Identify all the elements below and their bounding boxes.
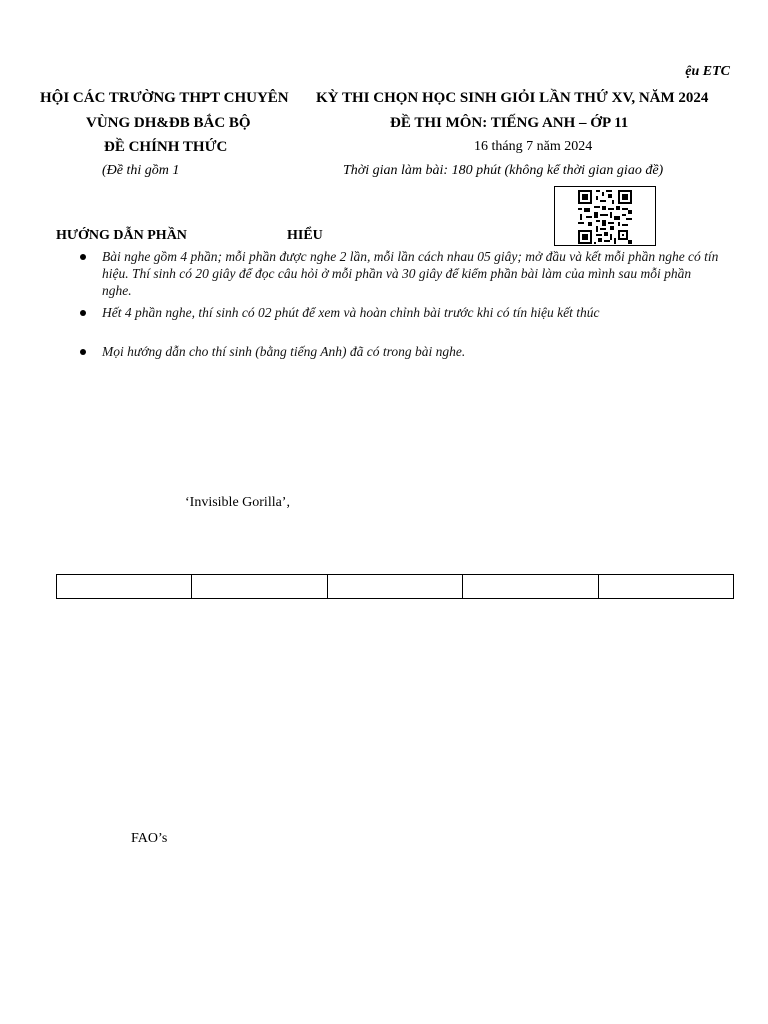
answer-cell[interactable] <box>598 575 733 599</box>
exam-duration: Thời gian làm bài: 180 phút (không kể thời gian giao đề) <box>343 163 664 178</box>
bullet-icon <box>80 254 86 260</box>
answer-cell[interactable] <box>463 575 598 599</box>
listening-section-heading-suffix: HIỂU <box>287 228 323 243</box>
exam-date: 16 tháng 7 năm 2024 <box>474 139 593 154</box>
instruction-text: Mọi hướng dẫn cho thí sinh (bằng tiếng Anh) đã có trong bài nghe. <box>102 344 466 359</box>
instruction-item <box>78 248 722 299</box>
listening-section-heading: HƯỚNG DẪN PHẦN <box>56 228 187 243</box>
header-corner-note: ệu ETC <box>685 64 730 79</box>
instruction-text: Hết 4 phần nghe, thí sinh có 02 phút để xem và hoàn chỉnh bài trước khi có tín hiệu kết thúc <box>102 305 600 320</box>
official-exam-label: ĐỀ CHÍNH THỨC <box>104 139 228 155</box>
organization-name: HỘI CÁC TRƯỜNG THPT CHUYÊN <box>40 90 289 106</box>
organization-region: VÙNG DH&ĐB BẮC BỘ <box>86 115 251 131</box>
instruction-text: Bài nghe gồm 4 phần; mỗi phần được nghe 2 lần, mỗi lần cách nhau 05 giây; mở đầu và kết mỗi phần nghe có tín hiệu. Thí sinh có 20 giây để đọc câu hỏi ở mỗi phần và 30 giây để kiểm phần bài làm của mình sau mỗi phần nghe. <box>102 249 719 298</box>
exam-title: KỲ THI CHỌN HỌC SINH GIỎI LẦN THỨ XV, NĂM 2024 <box>316 90 709 106</box>
table-row <box>57 575 734 599</box>
instruction-item <box>78 304 722 321</box>
answer-cell[interactable] <box>327 575 462 599</box>
answer-cell[interactable] <box>57 575 192 599</box>
exam-subject: ĐỀ THI MÔN: TIẾNG ANH – ỚP 11 <box>390 115 629 131</box>
body-text-fragment: FAO’s <box>131 831 168 846</box>
bullet-icon <box>80 310 86 316</box>
instruction-item <box>78 343 722 360</box>
qr-code-icon <box>578 190 632 244</box>
answer-cell[interactable] <box>192 575 327 599</box>
exam-page-count: (Đề thi gồm 1 <box>102 163 180 178</box>
body-text-fragment: ‘Invisible Gorilla’, <box>185 495 290 510</box>
qr-code-box <box>554 186 656 246</box>
bullet-icon <box>80 349 86 355</box>
answer-table <box>56 574 734 599</box>
